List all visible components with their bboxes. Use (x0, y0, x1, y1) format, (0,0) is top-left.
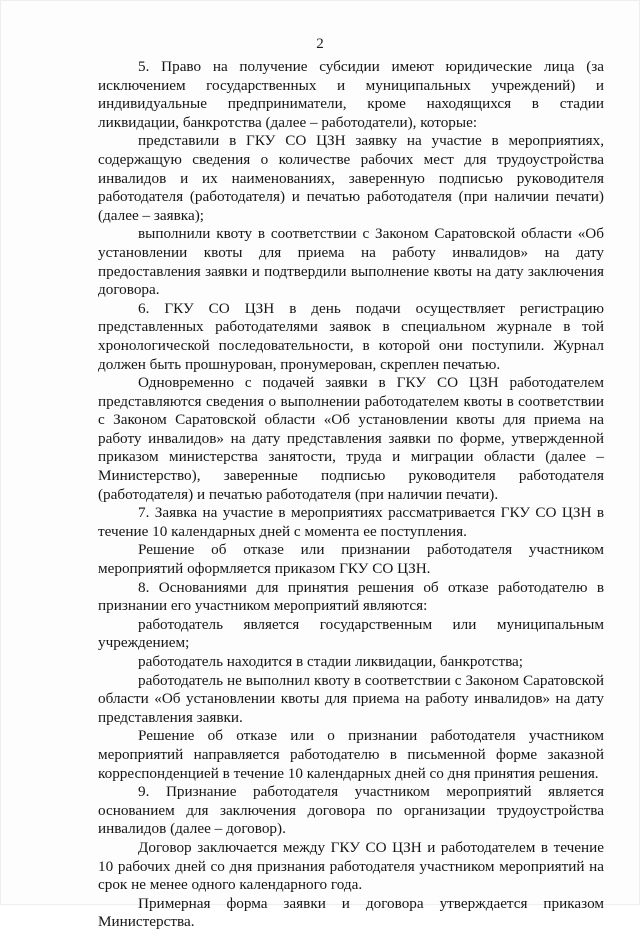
paragraph: 8. Основаниями для принятия решения об отказе работодателю в признании его участником мероприятий являются: (98, 578, 604, 615)
paragraph: 9. Признание работодателя участником мероприятий является основанием для заключения договора по организации трудоустройства инвалидов (далее – договор). (98, 783, 604, 838)
paragraph: работодатель находится в стадии ликвидации, банкротства; (138, 653, 524, 670)
paragraph: Примерная форма заявки и договора утверждается приказом Министерства. (98, 894, 604, 931)
paragraph: работодатель не выполнил квоту в соответствии с Законом Саратовской области «Об установлении квоты для приема на работу инвалидов» на дату представления заявки. (98, 671, 604, 726)
paragraph: Договор заключается между ГКУ СО ЦЗН и работодателем в течение 10 рабочих дней со дня признания работодателя участником мероприятий на срок не менее одного календарного года. (98, 838, 604, 894)
paragraph: представили в ГКУ СО ЦЗН заявку на участие в мероприятиях, содержащую сведения о количестве рабочих мест для трудоустройства инвалидов и их наименованиях, заверенную подписью руководителя работодателя (работодателя) и печатью работодателя (при наличии печати) (далее – заявка); (98, 132, 604, 224)
paragraph: Решение об отказе или о признании работодателя участником мероприятий направляется работодателю в письменной форме заказной корреспонденцией в течение 10 календарных дней со дня принятия решения. (98, 727, 604, 782)
paragraph: 5. Право на получение субсидии имеют юридические лица (за исключением государственных и муниципальных учреждений) и индивидуальные предприниматели, кроме находящихся в стадии ликвидации, банкротства (далее – работодатели), которые: (98, 58, 604, 131)
paragraph: выполнили квоту в соответствии с Законом Саратовской области «Об установлении квоты для приема на работу инвалидов» на дату предоставления заявки и подтвердили выполнение квоты на дату заключения договора. (98, 225, 604, 299)
page-number: 2 (316, 36, 324, 52)
paragraph: работодатель является государственным или муниципальным учреждением; (98, 615, 604, 652)
paragraph: 6. ГКУ СО ЦЗН в день подачи осуществляет регистрацию представленных работодателями заявок в специальном журнале в той хронологической последовательности, в которой они поступили. Журнал должен быть прошнурован, пронумерован, скреплен печатью. (98, 299, 604, 373)
paragraph: Решение об отказе или признании работодателя участником мероприятий оформляется приказом ГКУ СО ЦЗН. (98, 541, 604, 578)
document-body (98, 58, 604, 932)
paragraph: Одновременно с подачей заявки в ГКУ СО ЦЗН работодателем представляются сведения о выполнении работодателем квоты в соответствии с Законом Саратовской области «Об установлении квоты для приема на работу инвалидов» на дату представления заявки по форме, утвержденной приказом министерства занятости, труда и миграции области (далее – Министерство), заверенные подписью руководителя работодателя (работодателя) и печатью работодателя (при наличии печати). (98, 374, 604, 503)
paragraph: 7. Заявка на участие в мероприятиях рассматривается ГКУ СО ЦЗН в течение 10 календарных дней с момента ее поступления. (98, 504, 604, 540)
